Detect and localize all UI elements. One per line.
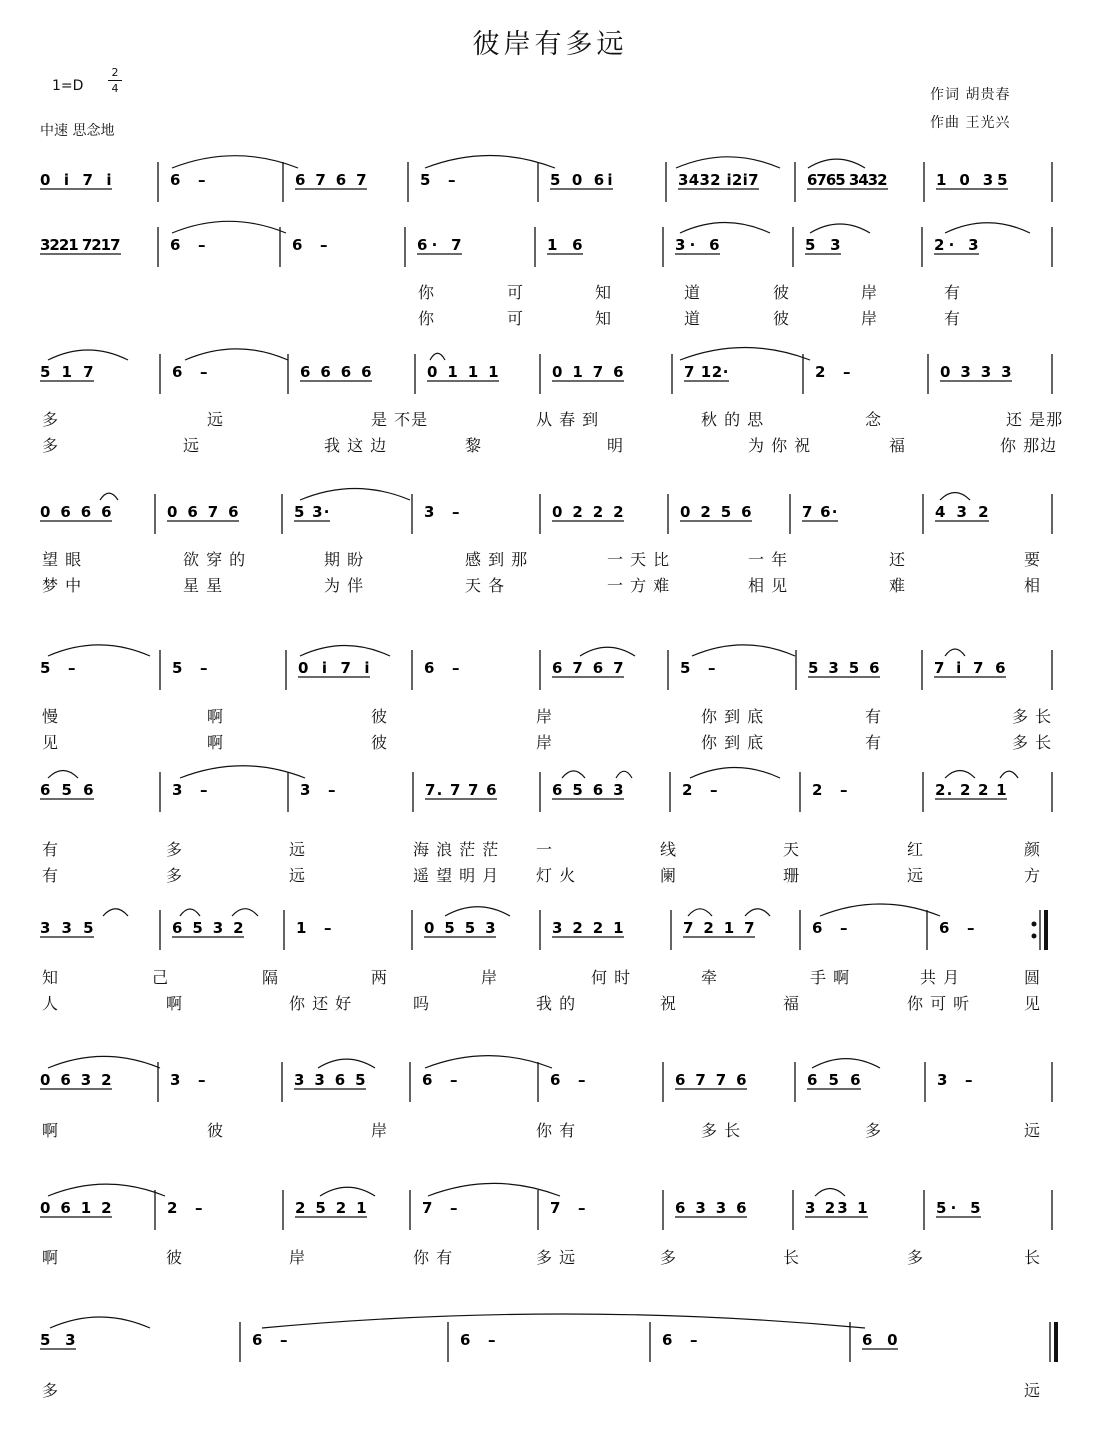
measure-notes: 6 – (424, 659, 460, 677)
lyric-word: 彼 (773, 283, 791, 302)
staff-line-graphics (0, 1310, 1100, 1370)
lyric-word: 多 (660, 1248, 678, 1267)
composer-credit: 作曲 王光兴 (930, 115, 1011, 131)
measure-notes: 6 – (170, 236, 206, 254)
measure-notes: 5 – (40, 659, 76, 677)
measure-notes: 6 – (812, 919, 848, 937)
slur (680, 223, 770, 234)
measure-notes: 6 – (292, 236, 328, 254)
lyric-word: 啊 (42, 1248, 60, 1267)
lyric-word: 岸 (536, 733, 554, 752)
lyric-line-verse2 (0, 433, 1100, 455)
staff-line-graphics (0, 1050, 1100, 1110)
staff-line-graphics (0, 150, 1100, 210)
time-signature-divider (108, 80, 122, 81)
measure-notes: 7 i 7 6 (934, 659, 1006, 677)
measure-notes: 6 7 6 7 (552, 659, 624, 677)
staff-line-1 (0, 150, 1100, 210)
slur (172, 156, 298, 168)
lyric-word: 远 (183, 436, 201, 455)
lyric-word: 有 (865, 707, 883, 726)
measure-notes: 1 0 35 (936, 171, 1008, 189)
staff-line-graphics (0, 342, 1100, 402)
lyric-word: 彼 (773, 309, 791, 328)
slur (300, 646, 390, 657)
lyric-word: 远 (1024, 1121, 1042, 1140)
staff-line-3 (0, 342, 1100, 402)
measure-notes: 7 6· (802, 503, 838, 521)
lyric-word: 有 (944, 283, 962, 302)
measure-notes: 0 5 5 3 (424, 919, 496, 937)
lyric-word: 还 (889, 550, 907, 569)
measure-notes: 7. 7 7 6 (425, 781, 497, 799)
slur (562, 771, 585, 778)
lyric-word: 灯 火 (536, 866, 577, 885)
measure-notes: 2 – (815, 363, 851, 381)
lyric-word: 多 长 (1012, 707, 1053, 726)
measure-notes: 5 3· (294, 503, 330, 521)
measure-notes: 5 3 5 6 (808, 659, 880, 677)
measure-notes: 6 – (662, 1331, 698, 1349)
repeat-bar (1044, 910, 1048, 950)
measure-notes: 5 – (680, 659, 716, 677)
slur (945, 649, 965, 656)
slur (580, 647, 635, 656)
measure-notes: 3221 7217 (40, 236, 121, 254)
measure-notes: 6 – (252, 1331, 288, 1349)
slur (688, 909, 712, 916)
slur (815, 1189, 845, 1197)
measure-notes: 6 – (422, 1071, 458, 1089)
measure-notes: 3 – (172, 781, 208, 799)
lyric-word: 岸 (481, 968, 499, 987)
slur (812, 1059, 880, 1068)
measure-notes: 6 5 6 (807, 1071, 861, 1089)
slur (428, 1183, 560, 1196)
lyric-line-verse2 (0, 573, 1100, 595)
measure-notes: 3 2 2 1 (552, 919, 624, 937)
measure-notes: 6 – (460, 1331, 496, 1349)
lyric-word: 望 眼 (42, 550, 83, 569)
lyric-word: 明 (607, 436, 625, 455)
slur (820, 904, 940, 916)
lyric-word: 是 不是 (371, 410, 429, 429)
lyric-word: 为 伴 (324, 576, 365, 595)
lyric-word: 岸 (371, 1121, 389, 1140)
measure-notes: 7 2 1 7 (683, 919, 755, 937)
staff-line-2 (0, 215, 1100, 275)
lyric-word: 你 可 听 (907, 994, 971, 1013)
slur (808, 159, 865, 168)
lyric-word: 秋 的 思 (701, 410, 765, 429)
lyric-word: 一 (536, 840, 554, 859)
lyric-word: 一 方 难 (607, 576, 671, 595)
measure-notes: 6 – (172, 363, 208, 381)
slur (48, 1184, 165, 1196)
slur (48, 771, 78, 779)
lyric-word: 要 (1024, 550, 1042, 569)
measure-notes: 3 3 6 5 (294, 1071, 366, 1089)
measure-notes: 3 – (170, 1071, 206, 1089)
lyric-word: 可 (507, 283, 525, 302)
measure-notes: 6 7 7 6 (675, 1071, 747, 1089)
slur (103, 909, 128, 916)
repeat-dot (1032, 934, 1037, 939)
repeat-dot (1032, 922, 1037, 927)
lyric-line-verse2 (0, 991, 1100, 1013)
time-signature-bottom: 4 (111, 82, 119, 95)
staff-line-graphics (0, 638, 1100, 698)
lyric-word: 共 月 (920, 968, 961, 987)
slur (425, 156, 555, 169)
lyricist-credit: 作词 胡贵春 (930, 87, 1011, 103)
lyric-word: 福 (783, 994, 801, 1013)
measure-notes: 6· 7 (417, 236, 462, 254)
lyric-word: 欲 穿 的 (183, 550, 247, 569)
song-title: 彼岸有多远 (472, 29, 628, 60)
staff-line-7 (0, 898, 1100, 958)
lyric-word: 远 (207, 410, 225, 429)
measure-notes: 7 – (550, 1199, 586, 1217)
slur (48, 645, 150, 656)
lyric-word: 我 的 (536, 994, 577, 1013)
lyric-word: 福 (889, 436, 907, 455)
lyric-word: 己 (152, 968, 170, 987)
measure-notes: 3· 6 (675, 236, 720, 254)
lyric-word: 你 有 (413, 1248, 454, 1267)
measure-notes: 5 3 (40, 1331, 76, 1349)
measure-notes: 3 – (937, 1071, 973, 1089)
slur (430, 353, 445, 360)
lyric-word: 感 到 那 (465, 550, 529, 569)
lyric-word: 知 (595, 283, 613, 302)
key-signature: 1=D (52, 78, 84, 94)
measure-notes: 7 12· (684, 363, 729, 381)
measure-notes: 3432 i2i7 (678, 171, 759, 189)
slur (680, 348, 810, 361)
lyric-word: 多 (42, 436, 60, 455)
measure-notes: 0 6 7 6 (167, 503, 239, 521)
lyric-word: 远 (907, 866, 925, 885)
slur (48, 350, 128, 360)
lyric-word: 彼 (371, 707, 389, 726)
lyric-word: 颜 (1024, 840, 1042, 859)
lyric-word: 星 星 (183, 576, 224, 595)
lyric-word: 手 啊 (810, 968, 851, 987)
staff-line-graphics (0, 898, 1100, 958)
measure-notes: 3 – (300, 781, 336, 799)
slur (320, 1187, 375, 1196)
slur (945, 771, 975, 779)
measure-notes: 0 2 5 6 (680, 503, 752, 521)
lyric-word: 吗 (413, 994, 431, 1013)
staff-line-graphics (0, 760, 1100, 820)
lyric-word: 长 (783, 1248, 801, 1267)
lyric-word: 知 (42, 968, 60, 987)
measure-notes: 0 6 1 2 (40, 1199, 112, 1217)
lyric-word: 有 (865, 733, 883, 752)
final-bar (1054, 1322, 1058, 1362)
lyric-word: 有 (944, 309, 962, 328)
slur (50, 1317, 150, 1328)
lyric-word: 隔 (262, 968, 280, 987)
measure-notes: 1 6 (547, 236, 583, 254)
lyric-word: 从 春 到 (536, 410, 600, 429)
lyric-word: 为 你 祝 (748, 436, 812, 455)
lyric-word: 多 (166, 866, 184, 885)
measure-notes: 3 23 1 (805, 1199, 868, 1217)
lyric-word: 见 (42, 733, 60, 752)
lyric-word: 可 (507, 309, 525, 328)
lyric-word: 我 这 边 (324, 436, 388, 455)
measure-notes: 5 0 6i (550, 171, 613, 189)
lyric-line-verse1 (0, 407, 1100, 429)
lyric-word: 多 长 (1012, 733, 1053, 752)
measure-notes: 6 5 3 2 (172, 919, 244, 937)
lyric-word: 珊 (783, 866, 801, 885)
time-signature (108, 66, 122, 95)
lyric-word: 远 (1024, 1381, 1042, 1400)
measure-notes: 6 5 6 (40, 781, 94, 799)
lyric-line-verse1 (0, 1245, 1100, 1267)
staff-line-10 (0, 1310, 1100, 1370)
lyric-word: 慢 (42, 707, 60, 726)
lyric-line-verse1 (0, 280, 1100, 302)
lyric-word: 多 (42, 410, 60, 429)
lyric-word: 还 是那 (1006, 410, 1064, 429)
lyric-word: 道 (684, 283, 702, 302)
measure-notes: 2 5 2 1 (295, 1199, 367, 1217)
lyric-word: 一 年 (748, 550, 789, 569)
lyric-word: 你 还 好 (289, 994, 353, 1013)
slur (172, 221, 286, 233)
lyric-word: 一 天 比 (607, 550, 671, 569)
staff-line-6 (0, 760, 1100, 820)
slur (445, 907, 510, 916)
lyric-word: 梦 中 (42, 576, 83, 595)
slur (425, 1056, 552, 1068)
lyric-line-verse2 (0, 306, 1100, 328)
lyric-word: 人 (42, 994, 60, 1013)
lyric-word: 岸 (289, 1248, 307, 1267)
lyric-word: 你 到 底 (701, 707, 765, 726)
slur (262, 1314, 865, 1328)
measure-notes: 2 – (812, 781, 848, 799)
measure-notes: 3 – (424, 503, 460, 521)
lyric-word: 方 (1024, 866, 1042, 885)
staff-line-graphics (0, 482, 1100, 542)
staff-line-graphics (0, 1178, 1100, 1238)
slur (180, 909, 200, 916)
lyric-word: 有 (42, 840, 60, 859)
lyric-word: 多 远 (536, 1248, 577, 1267)
lyric-word: 念 (865, 410, 883, 429)
lyric-word: 海 浪 茫 茫 (413, 840, 500, 859)
measure-notes: 6 – (939, 919, 975, 937)
measure-notes: 0 6 3 2 (40, 1071, 112, 1089)
lyric-word: 彼 (371, 733, 389, 752)
lyric-word: 线 (660, 840, 678, 859)
measure-notes: 5 3 (805, 236, 841, 254)
lyric-word: 见 (1024, 994, 1042, 1013)
lyric-word: 黎 (465, 436, 483, 455)
slur (945, 223, 1030, 233)
lyric-word: 啊 (207, 707, 225, 726)
staff-line-graphics (0, 215, 1100, 275)
slur (48, 1056, 160, 1068)
lyric-word: 多 (42, 1381, 60, 1400)
lyric-word: 天 (783, 840, 801, 859)
lyric-word: 岸 (861, 309, 879, 328)
lyric-word: 远 (289, 866, 307, 885)
measure-notes: 0 1 7 6 (552, 363, 624, 381)
lyric-word: 圆 (1024, 968, 1042, 987)
lyric-word: 多 (907, 1248, 925, 1267)
measure-notes: 7 – (422, 1199, 458, 1217)
measure-notes: 0 i 7 i (298, 659, 370, 677)
lyric-word: 难 (889, 576, 907, 595)
lyric-line-verse1 (0, 704, 1100, 726)
lyric-word: 道 (684, 309, 702, 328)
lyric-word: 遥 望 明 月 (413, 866, 500, 885)
measure-notes: 2 – (682, 781, 718, 799)
lyric-word: 啊 (42, 1121, 60, 1140)
measure-notes: 6 – (170, 171, 206, 189)
slur (185, 349, 288, 360)
measure-notes: 0 i 7 i (40, 171, 112, 189)
measure-notes: 6 – (550, 1071, 586, 1089)
measure-notes: 5 – (172, 659, 208, 677)
lyric-line-verse1 (0, 837, 1100, 859)
measure-notes: 6765 3432 (807, 171, 888, 189)
slur (745, 909, 770, 916)
measure-notes: 1 – (296, 919, 332, 937)
staff-line-4 (0, 482, 1100, 542)
lyric-line-verse1 (0, 965, 1100, 987)
slur (940, 493, 970, 501)
measure-notes: 0 1 1 1 (427, 363, 499, 381)
measure-notes: 6 7 6 7 (295, 171, 367, 189)
slur (300, 489, 410, 501)
lyric-word: 祝 (660, 994, 678, 1013)
slur (232, 909, 258, 916)
measure-notes: 6 3 3 6 (675, 1199, 747, 1217)
slur (1000, 771, 1018, 778)
measure-notes: 5 1 7 (40, 363, 94, 381)
lyric-word: 啊 (207, 733, 225, 752)
lyric-word: 红 (907, 840, 925, 859)
measure-notes: 6 5 6 3 (552, 781, 624, 799)
staff-line-5 (0, 638, 1100, 698)
lyric-word: 彼 (166, 1248, 184, 1267)
lyric-line-verse2 (0, 863, 1100, 885)
lyric-word: 你 那边 (1000, 436, 1058, 455)
lyric-word: 两 (371, 968, 389, 987)
slur (180, 766, 305, 778)
time-signature-top: 2 (111, 66, 119, 79)
lyric-word: 你 (418, 283, 436, 302)
lyric-word: 知 (595, 309, 613, 328)
lyric-word: 你 有 (536, 1121, 577, 1140)
lyric-word: 彼 (207, 1121, 225, 1140)
measure-notes: 6 6 6 6 (300, 363, 372, 381)
slur (318, 1059, 375, 1068)
slur (810, 224, 870, 233)
slur (676, 157, 780, 168)
lyric-word: 相 (1024, 576, 1042, 595)
tempo-marking: 中速 思念地 (40, 123, 115, 139)
measure-notes: 5· 5 (936, 1199, 981, 1217)
measure-notes: 2· 3 (934, 236, 979, 254)
lyric-word: 期 盼 (324, 550, 365, 569)
measure-notes: 0 2 2 2 (552, 503, 624, 521)
lyric-word: 何 时 (591, 968, 632, 987)
lyric-word: 多 (865, 1121, 883, 1140)
slur (100, 493, 118, 500)
lyric-word: 有 (42, 866, 60, 885)
lyric-line-verse1 (0, 1378, 1100, 1400)
lyric-word: 岸 (536, 707, 554, 726)
lyric-line-verse2 (0, 730, 1100, 752)
slur (616, 771, 632, 778)
lyric-word: 相 见 (748, 576, 789, 595)
staff-line-8 (0, 1050, 1100, 1110)
lyric-word: 天 各 (465, 576, 506, 595)
staff-line-9 (0, 1178, 1100, 1238)
lyric-word: 岸 (861, 283, 879, 302)
measure-notes: 6 0 (862, 1331, 898, 1349)
lyric-line-verse1 (0, 1118, 1100, 1140)
slur (692, 645, 795, 656)
lyric-word: 长 (1024, 1248, 1042, 1267)
measure-notes: 4 3 2 (935, 503, 989, 521)
measure-notes: 2. 2 2 1 (935, 781, 1007, 799)
measure-notes: 0 6 6 6 (40, 503, 112, 521)
lyric-word: 阑 (660, 866, 678, 885)
lyric-word: 牵 (701, 968, 719, 987)
measure-notes: 3 3 5 (40, 919, 94, 937)
measure-notes: 0 3 3 3 (940, 363, 1012, 381)
lyric-word: 多 (166, 840, 184, 859)
lyric-word: 啊 (166, 994, 184, 1013)
lyric-word: 多 长 (701, 1121, 742, 1140)
measure-notes: 2 – (167, 1199, 203, 1217)
measure-notes: 5 – (420, 171, 456, 189)
lyric-word: 远 (289, 840, 307, 859)
slur (690, 768, 780, 779)
lyric-word: 你 到 底 (701, 733, 765, 752)
lyric-line-verse1 (0, 547, 1100, 569)
lyric-word: 你 (418, 309, 436, 328)
